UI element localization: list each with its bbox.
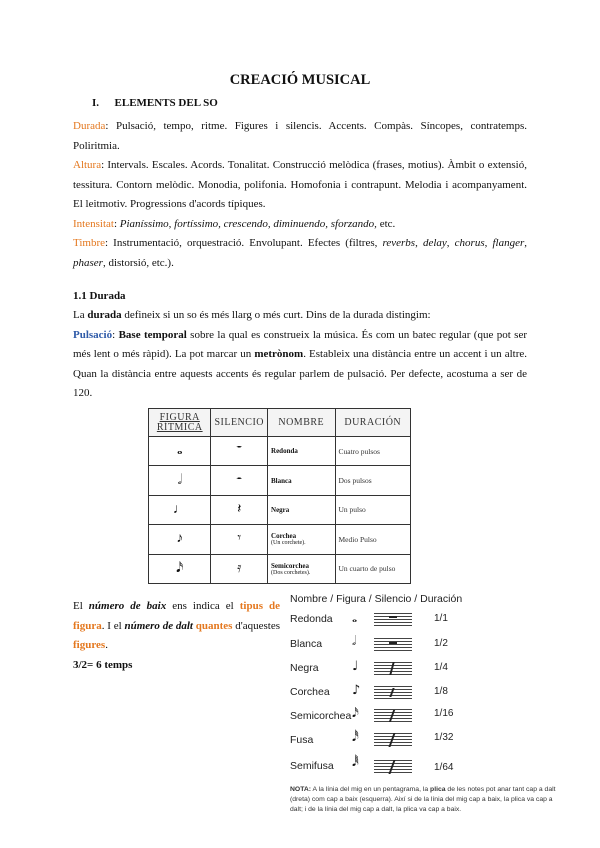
table-cell-name: [268, 554, 335, 583]
intensitat-sep: :: [113, 217, 120, 230]
durada-text: : Pulsació, tempo, ritme. Figures i silencis. Accents. Compàs. Síncopes, contratemps. Poliritmia.: [73, 120, 527, 152]
figure-row-value: 1/8: [434, 686, 448, 697]
intro-c: defineix si un so és més llarg o més curt. Dins de la durada distingim:: [121, 309, 431, 321]
figure-row-name: Semicorchea: [290, 710, 352, 722]
intensitat-label: Intensitat: [73, 217, 114, 230]
quarter-rest-icon: 𝄽: [237, 501, 242, 517]
staff-rest-icon: [374, 733, 412, 747]
figure-row-name: Redonda: [290, 613, 333, 625]
table-cell-name-text: Semicorchea: [271, 561, 309, 570]
staff-rest-icon: [374, 662, 412, 676]
compas-i: d'aquestes: [232, 619, 281, 632]
durada-paragraph: [73, 306, 527, 404]
table-cell-duration: Cuatro pulsos: [335, 437, 411, 466]
compas-h: quantes: [195, 619, 233, 632]
table-cell-name-sub: (Dos corchetes).: [271, 569, 311, 576]
staff-rest-icon: [374, 638, 412, 652]
compas-a: El: [73, 600, 89, 612]
durada-label: Durada: [73, 120, 106, 132]
table-cell-name: Negra: [268, 495, 335, 524]
header-duracion: DURACIÓN: [335, 409, 411, 437]
table-cell-name-sub: (Un corchete).: [271, 540, 306, 547]
compas-example: 3/2= 6 temps: [73, 658, 133, 671]
table-row: [149, 437, 411, 466]
header-silencio: SILENCIO: [211, 409, 268, 437]
intensitat-italic: Pianíssimo, fortíssimo, crescendo, diminuendo, sforzando,: [119, 217, 377, 230]
sixteenth-note-icon: 𝅘𝅥𝅯: [176, 560, 184, 576]
intro-a: La: [73, 309, 88, 321]
timbre-text-6: , distorsió, etc.).: [102, 256, 174, 269]
half-note-icon: 𝅗𝅥: [177, 472, 182, 488]
table-row: [149, 466, 411, 495]
figure-header: Nombre / Figura / Silencio / Duración: [290, 593, 463, 605]
table-cell-duration: Un pulso: [335, 495, 411, 524]
compas-e: . I el: [101, 619, 125, 632]
figure-row-value: 1/64: [434, 762, 454, 773]
figure-row-value: 1/4: [434, 662, 448, 673]
elements-list: [73, 117, 527, 273]
puls-c: sobre la qual es construeix la música. És com un batec regular (que pot ser més lent o més ràpid). La pot marcar un: [73, 328, 528, 360]
timbre-text-3: ,: [446, 237, 455, 249]
figure-row-value: 1/16: [434, 708, 454, 719]
eighth-note-icon: ♪: [176, 531, 184, 547]
table-cell-name: Redonda: [268, 437, 335, 466]
puls-b: Base temporal: [118, 328, 187, 341]
intensitat-tail: etc.: [376, 217, 396, 230]
compas-d: tipus de figura: [73, 600, 280, 632]
figure-row-value: 1/1: [434, 613, 448, 624]
eighth-rest-icon: 𝄾: [237, 531, 242, 547]
table-header-row: [149, 409, 411, 437]
sixty-fourth-note-icon: 𝅘𝅥𝅱: [352, 755, 359, 770]
compas-k: .: [105, 639, 108, 651]
table-cell-name-text: Corchea: [271, 532, 297, 541]
timbre-chorus: chorus: [454, 237, 485, 249]
puls-a: :: [112, 328, 119, 341]
subsection-title: 1.1 Durada: [73, 290, 126, 302]
header-figura: FIGURA RÍTMICA: [149, 409, 211, 437]
rhythm-table: [148, 408, 411, 584]
staff-rest-icon: [374, 686, 412, 700]
note-a: A la línia del mig en un pentagrama, la: [311, 786, 431, 793]
note-label: NOTA:: [290, 786, 312, 793]
half-note-icon: 𝅗𝅥: [352, 634, 357, 649]
timbre-delay: delay: [422, 237, 447, 249]
table-cell-duration: Un cuarto de pulso: [335, 554, 411, 583]
staff-rest-icon: [374, 613, 412, 627]
puls-e: . Estableix una distància entre un accent i un altre. Quan la distància entre aquests accents és regular parlem de pulsació. Per defecte, acostuma a ser de 120.: [73, 348, 527, 399]
table-cell-name: Blanca: [268, 466, 335, 495]
sixteenth-rest-icon: 𝄿: [237, 560, 242, 576]
timbre-label: Timbre: [73, 237, 105, 249]
puls-d: metrònom: [254, 348, 304, 360]
figure-row-value: 1/32: [434, 732, 454, 743]
table-cell-name: [268, 525, 335, 554]
header-nombre: NOMBRE: [268, 409, 335, 437]
timbre-flanger: flanger: [492, 237, 525, 249]
thirty-second-note-icon: 𝅘𝅥𝅰: [352, 730, 359, 745]
eighth-note-icon: ♪: [352, 683, 361, 698]
whole-rest-icon: 𝄻: [236, 443, 242, 459]
figure-note: [290, 785, 562, 814]
page-title: CREACIÓ MUSICAL: [229, 72, 371, 88]
sixteenth-note-icon: 𝅘𝅥𝅯: [352, 706, 359, 721]
section-number: I.: [92, 97, 100, 109]
quarter-note-icon: ♩: [352, 659, 359, 674]
altura-label: Altura: [73, 159, 102, 171]
whole-note-icon: 𝅝: [176, 443, 183, 459]
figure-row-name: Semifusa: [290, 760, 334, 772]
half-rest-icon: 𝄼: [236, 472, 242, 488]
timbre-phaser: phaser: [73, 256, 103, 269]
timbre-text-4: ,: [484, 237, 493, 249]
compas-b: número de baix: [88, 600, 167, 612]
compas-f: número de dalt: [124, 619, 193, 632]
timbre-text-1: : Instrumentació, orquestració. Envolupant. Efectes (filtres,: [105, 237, 383, 249]
table-row: [149, 554, 411, 583]
compas-c: ens indica el: [166, 600, 240, 612]
table-row: [149, 495, 411, 524]
compas-paragraph: [73, 597, 280, 675]
figure-row-name: Corchea: [290, 686, 330, 698]
section-heading: [92, 97, 218, 109]
timbre-reverbs: reverbs: [382, 237, 416, 249]
figure-row-value: 1/2: [434, 638, 448, 649]
intro-b: durada: [87, 309, 122, 321]
table-cell-duration: Dos pulsos: [335, 466, 411, 495]
section-title: ELEMENTS DEL SO: [114, 97, 218, 109]
whole-note-icon: 𝅝: [352, 611, 358, 626]
timbre-text-5: ,: [524, 237, 528, 249]
quarter-note-icon: ♩: [172, 501, 187, 517]
table-cell-duration: Medio Pulso: [335, 525, 411, 554]
note-c: de les notes pot anar tant cap a dalt (dreta) com cap a baix (esquerra). Així si de la línia del mig cap a baix, la plica va cap a dalt; i de la línia del mig cap a dalt, la plica va cap a baix.: [290, 786, 556, 813]
staff-rest-icon: [374, 760, 412, 774]
timbre-text-2: ,: [415, 237, 423, 249]
altura-text: : Intervals. Escales. Acords. Tonalitat. Construcció melòdica (frases, motius). Àmbit o extensió, tessitura. Contorn melòdic. Monodia, polifonia. Homofonia i contrapunt. Melodia i acompanyament. El leitmotiv. Progressions d'acords típiques.: [73, 159, 527, 210]
note-b: plica: [430, 786, 446, 793]
figure-row-name: Negra: [290, 662, 319, 674]
figure-row-name: Blanca: [290, 638, 323, 650]
table-row: [149, 525, 411, 554]
staff-rest-icon: [374, 709, 412, 723]
compas-j: figures: [73, 639, 106, 651]
figure-row-name: Fusa: [290, 734, 314, 746]
pulsacio-label: Pulsació: [73, 328, 113, 341]
